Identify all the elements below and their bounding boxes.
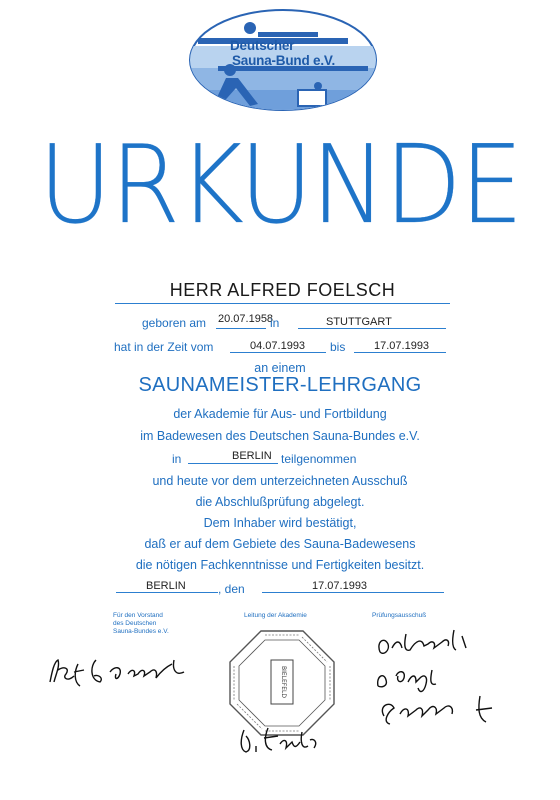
period-label: hat in der Zeit vom <box>114 340 214 354</box>
signature-vorstand <box>44 652 204 692</box>
signing-date-rule <box>262 592 444 593</box>
location-suffix: teilgenommen <box>281 452 357 466</box>
signatures-pruefung <box>370 626 520 736</box>
footer-vorstand-line-2: des Deutschen <box>113 620 157 627</box>
birth-place: STUTTGART <box>326 316 392 328</box>
birth-date: 20.07.1958 <box>218 313 274 325</box>
course-title: SAUNAMEISTER-LEHRGANG <box>138 374 422 396</box>
period-to-rule <box>354 352 446 353</box>
body-line-3: Dem Inhaber wird bestätigt, <box>203 516 357 530</box>
signature-akademie <box>234 722 334 758</box>
recipient-name: HERR ALFRED FOELSCH <box>169 280 396 300</box>
birth-place-rule <box>298 328 446 329</box>
body-line-5: die nötigen Fachkenntnisse und Fertigkeiten besitzt. <box>135 558 425 572</box>
signing-date: 17.07.1993 <box>312 580 368 592</box>
birth-date-rule <box>216 328 266 329</box>
logo-line-1: Deutscher <box>230 38 295 53</box>
an-einem-text: an einem <box>254 361 306 375</box>
footer-vorstand <box>113 612 169 636</box>
footer-akademie: Leitung der Akademie <box>244 612 307 619</box>
period-bis-label: bis <box>330 340 346 354</box>
location-city-rule <box>188 463 278 464</box>
location-in-label: in <box>172 452 182 466</box>
birth-in-label: in <box>270 316 280 330</box>
birth-label: geboren am <box>142 316 207 330</box>
footer-vorstand-line-3: Sauna-Bundes e.V. <box>113 628 169 635</box>
academy-line-2: im Badewesen des Deutschen Sauna-Bundes e.V. <box>140 429 420 443</box>
footer-vorstand-line-1: Für den Vorstand <box>113 612 163 619</box>
certificate-title: URKUNDE <box>38 123 522 248</box>
logo-line-2: Sauna-Bund e.V. <box>232 53 336 68</box>
signing-den-label: , den <box>218 582 245 596</box>
academy-line-1: der Akademie für Aus- und Fortbildung <box>173 407 387 421</box>
recipient-underline <box>115 303 450 304</box>
body-line-2: die Abschlußprüfung abgelegt. <box>195 495 365 509</box>
body-line-4: daß er auf dem Gebiete des Sauna-Badewesens <box>144 537 416 551</box>
footer-pruefung: Prüfungsausschuß <box>372 612 427 619</box>
period-from-rule <box>230 352 326 353</box>
svg-text:BIELEFELD: BIELEFELD <box>280 665 287 699</box>
signing-city: BERLIN <box>146 580 186 592</box>
period-from: 04.07.1993 <box>250 340 306 352</box>
period-to: 17.07.1993 <box>374 340 430 352</box>
logo-wordmark <box>230 38 370 68</box>
body-line-1: und heute vor dem unterzeichneten Ausschuß <box>152 474 408 488</box>
location-city: BERLIN <box>232 450 272 462</box>
signing-city-rule <box>116 592 218 593</box>
